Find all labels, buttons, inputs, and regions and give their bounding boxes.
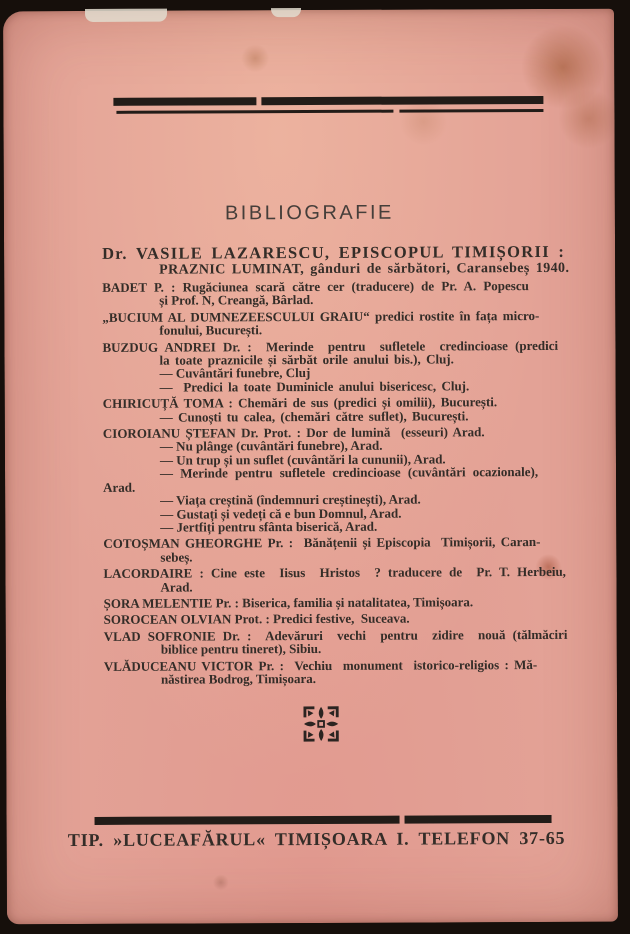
- bibliography-line: — Nu plânge (cuvântări funebre), Arad.: [159, 438, 383, 455]
- bibliography-line: la toate praznicile și sărbăt orile anului bis.), Cluj.: [159, 351, 454, 368]
- paper-edge-damage: [271, 8, 301, 17]
- bibliography-line: — Viața creștină (îndemnuri creștinești), Arad.: [160, 491, 421, 508]
- bibliography-line: ȘORA MELENTIE Pr. : Biserica, familia și natalitatea, Timișoara.: [103, 594, 474, 611]
- bibliography-list: [102, 240, 570, 687]
- top-rule-thin: [399, 109, 543, 112]
- bibliography-line: — Jertfiți pentru sfânta biserică, Arad.: [160, 518, 378, 535]
- bibliography-line: fonului, București.: [159, 322, 263, 338]
- top-rule-thick: [261, 96, 543, 105]
- top-rule-thick: [113, 97, 256, 106]
- bibliography-line: Arad.: [103, 479, 136, 495]
- bibliography-line: sebeș.: [160, 549, 193, 565]
- bibliography-line: — Cuvântări funebre, Cluj: [159, 365, 311, 382]
- top-rule-thin: [116, 110, 393, 114]
- bibliography-line: Arad.: [160, 579, 193, 595]
- bibliography-line: — Cunoști tu calea, (chemări către suflet), București.: [159, 407, 469, 425]
- bibliography-line: — Predici la toate Duminicle anului bisericesc, Cluj.: [159, 378, 470, 395]
- bibliography-line: „BUCIUM AL DUMNEZEESCULUI GRAIU“ predici rostite în fața micro-: [102, 307, 540, 325]
- bibliography-line: VLAD SOFRONIE Dr. : Adevăruri vechi pentru zidire nouă (tălmăciri: [103, 626, 568, 644]
- fleuron-ornament-icon: [302, 705, 340, 743]
- bibliography-line: — Gustați și vedeți că e bun Domnul, Arad.: [160, 505, 402, 522]
- bibliography-line: VLĂDUCEANU VICTOR Pr. : Vechiu monument istorico-religios : Mă-: [103, 656, 538, 674]
- bibliography-line: — Un trup și un suflet (cuvântări la cununii), Arad.: [159, 451, 446, 468]
- bibliography-line: — Merinde pentru sufletele credincioase (cuvântări ocazionale),: [159, 464, 539, 481]
- bottom-rule-thick: [95, 816, 400, 825]
- bibliography-line: și Prof. N, Creangă, Bârlad.: [159, 292, 314, 309]
- bibliography-line: PRAZNIC LUMINAT, gânduri de sărbători, Caransebeș 1940.: [159, 260, 570, 278]
- bibliography-line: BADET P. : Rugăciunea scară către cer (traducere) de Pr. A. Popescu: [102, 278, 529, 295]
- bibliography-line: CHIRICUȚĂ TOMA : Chemări de sus (predici și omilii), București.: [102, 394, 498, 412]
- bibliography-line: Dr. VASILE LAZARESCU, EPISCOPUL TIMIȘORII :: [102, 241, 566, 263]
- bibliography-line: năstirea Bodrog, Timișoara.: [160, 670, 317, 687]
- bibliography-line: biblice pentru tineret), Sibiu.: [160, 641, 322, 657]
- bibliography-line: LACORDAIRE : Cine este Iisus Hristos ? traducere de Pr. T. Herbeiu,: [103, 564, 566, 582]
- bibliography-line: COTOȘMAN GHEORGHE Pr. : Bănățenii și Episcopia Timișorii, Caran-: [103, 534, 541, 552]
- page-title: BIBLIOGRAFIE: [224, 201, 394, 225]
- bibliography-line: CIOROIANU ȘTEFAN Dr. Prot. : Dor de lumină (esseuri) Arad.: [102, 424, 485, 441]
- bibliography-line: BUZDUG ANDREI Dr. : Merinde pentru sufletele credincioase (predici: [102, 337, 559, 355]
- bibliography-line: SOROCEAN OLVIAN Prot. : Predici festive, Suceava.: [103, 610, 410, 628]
- bottom-rule-thick: [405, 815, 552, 824]
- paper-sheet: [3, 9, 618, 925]
- printer-imprint: TIP. »LUCEAFĂRUL« TIMIȘOARA I. TELEFON 37-65: [67, 827, 566, 851]
- paper-edge-damage: [85, 9, 167, 22]
